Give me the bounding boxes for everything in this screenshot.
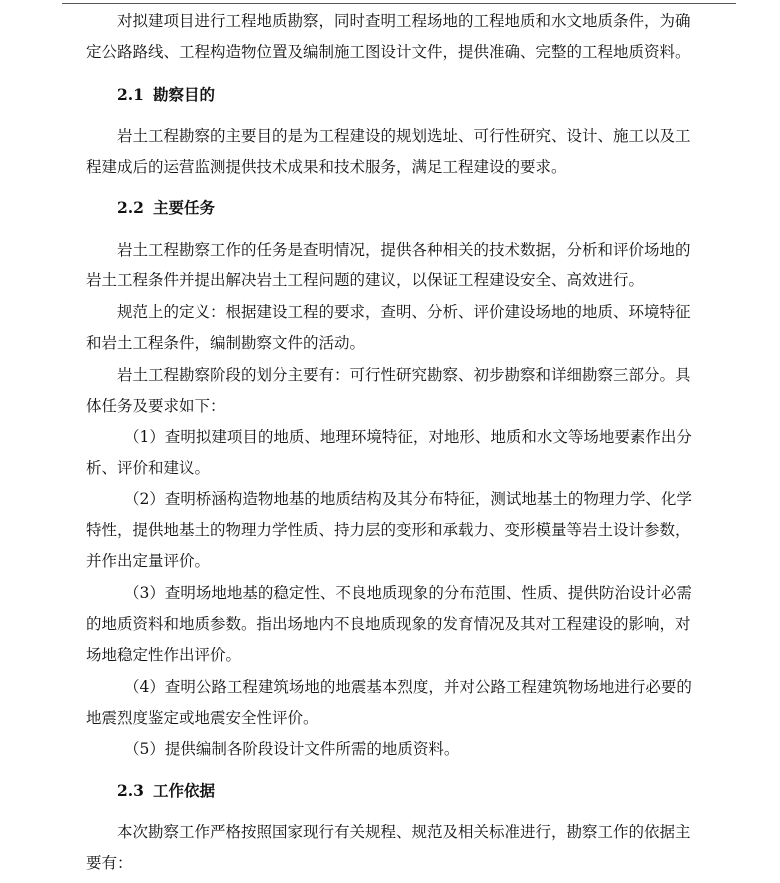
list-item-line: 地震烈度鉴定或地震安全性评价。: [86, 709, 319, 727]
section-title: 主要任务: [153, 198, 216, 217]
paragraph-line: 岩土工程勘察阶段的划分主要有：可行性研究勘察、初步勘察和详细勘察三部分。具: [117, 366, 691, 384]
paragraph-line: 本次勘察工作严格按照国家现行有关规程、规范及相关标准进行，勘察工作的依据主: [117, 823, 691, 841]
intro-line-2: 定公路路线、工程构造物位置及编制施工图设计文件，提供准确、完整的工程地质资料。: [86, 43, 691, 61]
top-divider: [62, 3, 736, 4]
list-item-line: 特性，提供地基土的物理力学性质、持力层的变形和承载力、变形模量等岩土设计参数，: [86, 521, 691, 539]
section-title: 工作依据: [153, 781, 216, 800]
section-number: 2.3: [117, 781, 144, 800]
section-heading-2-1: [117, 85, 215, 105]
list-item-line: （3）查明场地地基的稳定性、不良地质现象的分布范围、性质、提供防治设计必需: [124, 584, 692, 602]
paragraph-line: 岩土工程条件并提出解决岩土工程问题的建议，以保证工程建设安全、高效进行。: [86, 271, 645, 289]
section-title: 勘察目的: [153, 85, 216, 104]
list-item-line: 并作出定量评价。: [86, 552, 211, 570]
paragraph-line: 体任务及要求如下：: [86, 397, 226, 415]
section-number: 2.2: [117, 198, 144, 217]
list-item-line: 场地稳定性作出评价。: [86, 646, 242, 664]
list-item-line: （1）查明拟建项目的地质、地理环境特征，对地形、地质和水文等场地要素作出分: [124, 428, 692, 446]
section-number: 2.1: [117, 85, 144, 104]
paragraph-line: 岩土工程勘察工作的任务是查明情况，提供各种相关的技术数据，分析和评价场地的: [117, 241, 691, 259]
intro-line-1: 对拟建项目进行工程地质勘察，同时查明工程场地的工程地质和水文地质条件，为确: [117, 12, 691, 30]
section-heading-2-2: [117, 198, 215, 218]
paragraph-line: 程建成后的运营监测提供技术成果和技术服务，满足工程建设的要求。: [86, 158, 567, 176]
list-item-line: 的地质资料和地质参数。指出场地内不良地质现象的发育情况及其对工程建设的影响，对: [86, 615, 691, 633]
paragraph-line: 岩土工程勘察的主要目的是为工程建设的规划选址、可行性研究、设计、施工以及工: [117, 127, 691, 145]
section-heading-2-3: [117, 781, 215, 801]
list-item-line: （5）提供编制各阶段设计文件所需的地质资料。: [124, 740, 460, 758]
list-item-line: 析、评价和建议。: [86, 459, 211, 477]
paragraph-line: 要有：: [86, 854, 133, 872]
paragraph-line: 规范上的定义：根据建设工程的要求，查明、分析、评价建设场地的地质、环境特征: [117, 303, 691, 321]
list-item-line: （2）查明桥涵构造物地基的地质结构及其分布特征，测试地基土的物理力学、化学: [124, 490, 692, 508]
paragraph-line: 和岩土工程条件，编制勘察文件的活动。: [86, 334, 366, 352]
list-item-line: （4）查明公路工程建筑场地的地震基本烈度，并对公路工程建筑物场地进行必要的: [124, 678, 692, 696]
